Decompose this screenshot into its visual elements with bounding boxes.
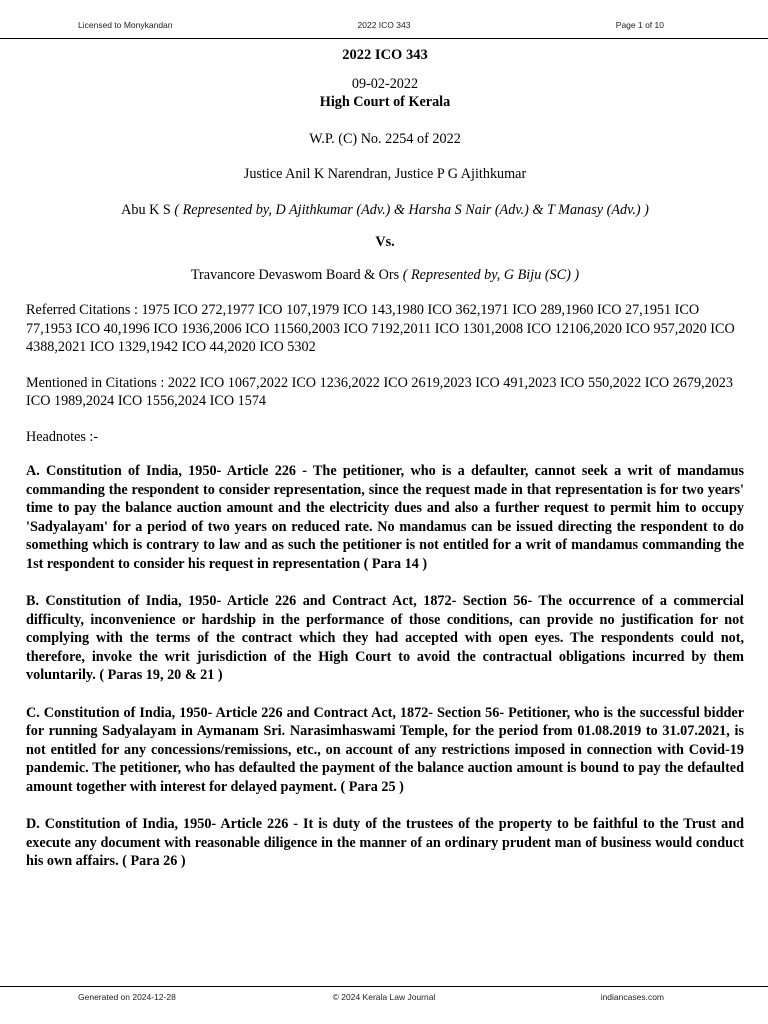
referred-citations: Referred Citations : 1975 ICO 272,1977 ICO 107,1979 ICO 143,1980 ICO 362,1971 ICO 289,1960 ICO 27,1951 ICO 77,1953 ICO 40,1996 ICO 1936,2006 ICO 11560,2003 ICO 7192,2011 ICO 1301,2008 ICO 12106,2020 ICO 957,2020 ICO 4388,2021 ICO 1329,1942 ICO 44,2020 ICO 5302 xyxy=(26,302,735,355)
versus-label: Vs. xyxy=(375,234,395,250)
petitioner xyxy=(26,201,744,220)
generated-date: Generated on 2024-12-28 xyxy=(78,992,176,1002)
respondent-name: Travancore Devaswom Board & Ors xyxy=(190,266,400,283)
case-number: W.P. (C) No. 2254 of 2022 xyxy=(309,130,461,147)
header-citation: 2022 ICO 343 xyxy=(357,20,411,30)
document-citation: 2022 ICO 343 xyxy=(342,47,428,63)
mentioned-citations: Mentioned in Citations : 2022 ICO 1067,2022 ICO 1236,2022 ICO 2619,2023 ICO 491,2023 ICO 550,2022 ICO 2679,2023 ICO 1989,2024 ICO 1556,2024 ICO 1574 xyxy=(26,374,733,409)
respondent-counsel: ( Represented by, G Biju (SC) ) xyxy=(402,266,580,283)
site-link[interactable]: indiancases.com xyxy=(600,992,664,1002)
headnote-d: D. Constitution of India, 1950- Article 226 - It is duty of the trustees of the property to be faithful to the Trust and execute any document with reasonable diligence in the manner of an ordinary prudent man of business would conduct his own affairs. ( Para 26 ) xyxy=(26,816,744,869)
headnote-a: A. Constitution of India, 1950- Article 226 - The petitioner, who is a defaulter, cannot seek a writ of mandamus commanding the respondent to consider representation, since the request made in that representation is for two years' time to pay the balance auction amount and the electricity dues and also a further request to permit him to occupy 'Sadyalayam' for a period of two years on reduced rate. No mandamus can be issued directing the respondent to do something which is contrary to law and as such the petitioner is not entitled for a writ of mandamus commanding the 1st respondent to consider his request in representation ( Para 14 ) xyxy=(26,463,744,572)
copyright: © 2024 Kerala Law Journal xyxy=(332,992,436,1002)
license-text: Licensed to Monykandan xyxy=(78,20,173,30)
document-body xyxy=(26,46,744,871)
judgment-date: 09-02-2022 xyxy=(351,75,419,92)
headnote-b: B. Constitution of India, 1950- Article 226 and Contract Act, 1872- Section 56- The occurrence of a commercial difficulty, inconvenience or hardship in the performance of those conditions, can provide no justification for not complying with the terms of the contract which they had accepted with open eyes. The respondents could not, therefore, invoke the writ jurisdiction of the High Court to avoid the contractual obligations incurred by them voluntarily. ( Paras 19, 20 & 21 ) xyxy=(26,593,744,683)
petitioner-counsel: ( Represented by, D Ajithkumar (Adv.) & Harsha S Nair (Adv.) & T Manasy (Adv.) ) xyxy=(174,201,649,218)
headnotes-label: Headnotes :- xyxy=(26,428,99,445)
petitioner-name: Abu K S xyxy=(121,201,171,218)
respondent xyxy=(26,266,744,285)
footer-divider xyxy=(0,986,768,987)
headnote-c: C. Constitution of India, 1950- Article 226 and Contract Act, 1872- Section 56- Petitioner, who is the successful bidder for running Sadyalayam in Aymanam Sri. Narasimhaswami Temple, for the period from 01.08.2019 to 31.07.2021, is not entitled for any concessions/remissions, etc., on account of any restrictions imposed in connection with Covid-19 pandemic. The petitioner, who has defaulted the payment of the balance auction amount is bound to pay the defaulted amount together with interest for delayed payment. ( Para 25 ) xyxy=(26,704,744,795)
header-divider xyxy=(0,38,768,39)
court-name: High Court of Kerala xyxy=(319,94,451,110)
page-indicator: Page 1 of 10 xyxy=(615,20,664,30)
judges: Justice Anil K Narendran, Justice P G Ajithkumar xyxy=(243,166,527,182)
